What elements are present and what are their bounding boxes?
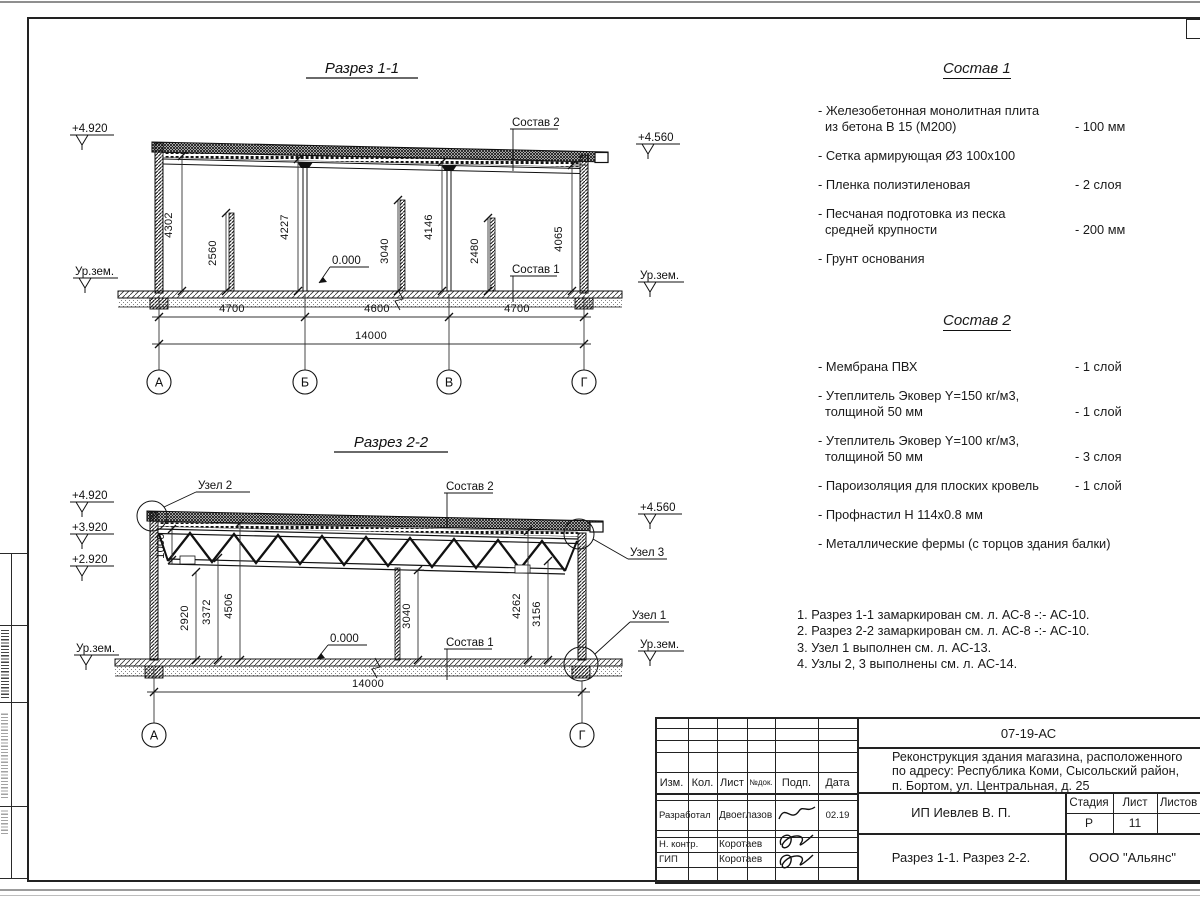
list-item: - Грунт основания: [818, 251, 925, 266]
sostav-1-heading: Состав 1: [943, 60, 1011, 77]
paper-edge-bottom: [0, 889, 1200, 891]
margin-stamp-text-marks: [1, 630, 9, 698]
dim-3040: 3040: [379, 238, 391, 264]
wall-right: [580, 155, 588, 293]
paper-edge-top: [0, 1, 1200, 3]
sheets-header: Листов: [1159, 796, 1198, 809]
section-2-2-drawing: [60, 430, 720, 760]
partition-1: [229, 213, 234, 291]
dim-1000: 1000: [155, 533, 167, 559]
stage-value: Р: [1084, 816, 1093, 830]
list-item: - Сетка армирующая Ø3 100х100: [818, 148, 1016, 163]
axis-bubbles: [147, 370, 596, 394]
dim-4146: 4146: [423, 214, 435, 240]
svg-text:Ур.зем.: Ур.зем.: [76, 643, 116, 655]
margin-stamp-line: [0, 806, 27, 807]
svg-text:Ур.зем.: Ур.зем.: [75, 266, 115, 278]
role-gip: ГИП: [659, 854, 678, 865]
date-developer: 02.19: [825, 809, 850, 821]
dim-4700b: 4700: [504, 303, 530, 315]
axis-v: В: [444, 375, 454, 390]
sostav2-label: Состав 2: [446, 481, 494, 493]
dim-2920: 2920: [179, 605, 191, 631]
name-ncontrol: Коротаев: [719, 839, 763, 850]
project-description: Реконструкция здания магазина, расположенного по адресу: Республика Коми, Сысольский район, п. Бортом, ул. Центральная, д. 25: [892, 750, 1183, 793]
axis-g: Г: [578, 728, 586, 743]
sostav2-label: Состав 2: [512, 117, 560, 129]
dim-4262: 4262: [511, 593, 523, 619]
signature-gip: [780, 855, 813, 868]
margin-stamp-line: [0, 878, 27, 879]
sostav1-label: Состав 1: [446, 637, 494, 649]
dim-4506: 4506: [223, 593, 235, 619]
svg-text:+4.560: +4.560: [638, 132, 674, 144]
margin-stamp-text-marks: [1, 810, 8, 834]
margin-stamp-line: [11, 553, 12, 878]
wall-left: [155, 143, 163, 293]
dim-4600: 4600: [364, 303, 390, 315]
dim-4302: 4302: [163, 212, 175, 238]
list-item: - Мембрана ПВХ - 1 слой: [818, 359, 1122, 374]
note-line: 2. Разрез 2-2 замаркирован см. л. АС-8 -:- АС-10.: [797, 623, 1090, 639]
section-2-2-title: Разрез 2-2: [353, 434, 429, 451]
list-item: - Металлические фермы (с торцов здания балки): [818, 536, 1111, 551]
sostav-leaders: [319, 117, 560, 302]
name-developer: Двоеглазов: [719, 809, 773, 821]
notes-block: [797, 607, 1090, 672]
elevation-right: [636, 132, 684, 297]
company-name: ООО "Альянс": [1089, 850, 1176, 865]
gusset-plate: [180, 556, 195, 564]
list-item: - Железобетонная монолитная плита из бетона В 15 (М200) - 100 мм: [818, 103, 1126, 134]
sostav-2-list: [795, 312, 1195, 565]
col-podp: Подп.: [781, 776, 812, 789]
margin-stamp-line: [0, 702, 27, 703]
elevation-right: [638, 502, 684, 666]
list-item: - Пленка полиэтиленовая - 2 слоя: [818, 177, 1122, 192]
svg-text:Ур.зем.: Ур.зем.: [640, 270, 680, 282]
sostav-2-heading: Состав 2: [943, 312, 1011, 329]
margin-stamp-line: [0, 625, 27, 626]
client-name: ИП Иевлев В. П.: [911, 805, 1011, 820]
col-kol: Кол.: [691, 776, 714, 789]
col-ndok: №док.: [749, 778, 773, 787]
list-item: - Пароизоляция для плоских кровель - 1 слой: [818, 478, 1122, 493]
roof-end-box: [595, 153, 608, 163]
dim-2480: 2480: [469, 238, 481, 264]
dim-2560: 2560: [207, 240, 219, 266]
svg-text:+4.560: +4.560: [640, 502, 676, 514]
col-izm: Изм.: [659, 776, 684, 789]
section-1-1-title: Разрез 1-1: [324, 60, 400, 77]
dim-3040: 3040: [401, 603, 413, 629]
note-line: 4. Узлы 2, 3 выполнены см. л. АС-14.: [797, 655, 1018, 671]
column-b: [297, 162, 313, 291]
svg-text:+4.920: +4.920: [72, 490, 108, 502]
sostav1-label: Состав 1: [512, 264, 560, 276]
signature-developer: [779, 807, 815, 819]
partition-2: [400, 200, 405, 291]
uzel3-label: Узел 3: [630, 547, 665, 559]
axis-bubbles: [142, 723, 594, 747]
note-line: 3. Узел 1 выполнен см. л. АС-13.: [797, 639, 992, 655]
axis-g: Г: [580, 375, 588, 390]
signatures: [773, 797, 821, 879]
col-list: Лист: [720, 776, 744, 789]
dim-14000: 14000: [351, 678, 385, 690]
stage-header: Стадия: [1069, 796, 1109, 809]
partition-middle: [395, 568, 400, 660]
svg-text:Ур.зем.: Ур.зем.: [640, 639, 680, 651]
sheet-header: Лист: [1122, 796, 1148, 809]
dim-3372: 3372: [201, 599, 213, 625]
signature-ncontrol: [780, 835, 813, 848]
axis-b: Б: [300, 375, 310, 390]
footing-right: [572, 666, 590, 678]
column-v: [441, 165, 457, 291]
sostav-1-list: [795, 60, 1195, 280]
paper-edge-bottom-2: [0, 895, 1200, 896]
dim-4700a: 4700: [219, 303, 245, 315]
list-item: - Песчаная подготовка из песка средней крупности - 200 мм: [818, 206, 1126, 237]
elevation-left: [70, 123, 118, 293]
sheet-number: 11: [1128, 816, 1142, 830]
roof-assembly: [147, 511, 603, 544]
floor-slab: [115, 658, 622, 678]
truss: [159, 533, 577, 574]
corner-stamp-box: [1186, 19, 1200, 39]
role-ncontrol: Н. контр.: [659, 839, 699, 850]
axis-a: А: [154, 375, 164, 390]
roof-assembly: [152, 142, 608, 174]
sheet-title: Разрез 1-1. Разрез 2-2.: [891, 850, 1031, 865]
elevation-left: [70, 490, 119, 670]
svg-text:+3.920: +3.920: [72, 522, 108, 534]
axis-a: А: [149, 728, 159, 743]
col-data: Дата: [825, 776, 850, 789]
role-developer: Разработал: [659, 809, 711, 821]
partition-3: [490, 218, 495, 291]
dim-ticks: [168, 519, 552, 664]
margin-stamp-line: [0, 553, 27, 554]
list-item: - Утеплитель Эковер Y=150 кг/м3, толщиной 50 мм - 1 слой: [818, 388, 1122, 419]
section-1-1-drawing: [60, 55, 720, 405]
list-item: - Профнастил Н 114х0.8 мм: [818, 507, 983, 522]
note-line: 1. Разрез 1-1 замаркирован см. л. АС-8 -:- АС-10.: [797, 607, 1090, 622]
title-block: [655, 717, 1200, 884]
svg-text:+4.920: +4.920: [72, 123, 108, 135]
dim-4227: 4227: [279, 214, 291, 240]
list-item: - Утеплитель Эковер Y=100 кг/м3, толщиной 50 мм - 3 слоя: [818, 433, 1122, 464]
name-gip: Коротаев: [719, 854, 763, 865]
margin-stamp-text-marks: [1, 712, 8, 798]
wall-right: [578, 533, 586, 660]
dim-4065: 4065: [553, 226, 565, 252]
document-number: 07-19-АС: [1000, 725, 1057, 741]
uzel1-label: Узел 1: [632, 610, 667, 622]
dim-3156: 3156: [531, 601, 543, 627]
uzel2-label: Узел 2: [198, 480, 233, 492]
zero-level-label: 0.000: [330, 633, 359, 645]
dim-14000: 14000: [354, 330, 388, 342]
svg-text:+2.920: +2.920: [72, 554, 108, 566]
zero-level-label: 0.000: [332, 255, 361, 267]
